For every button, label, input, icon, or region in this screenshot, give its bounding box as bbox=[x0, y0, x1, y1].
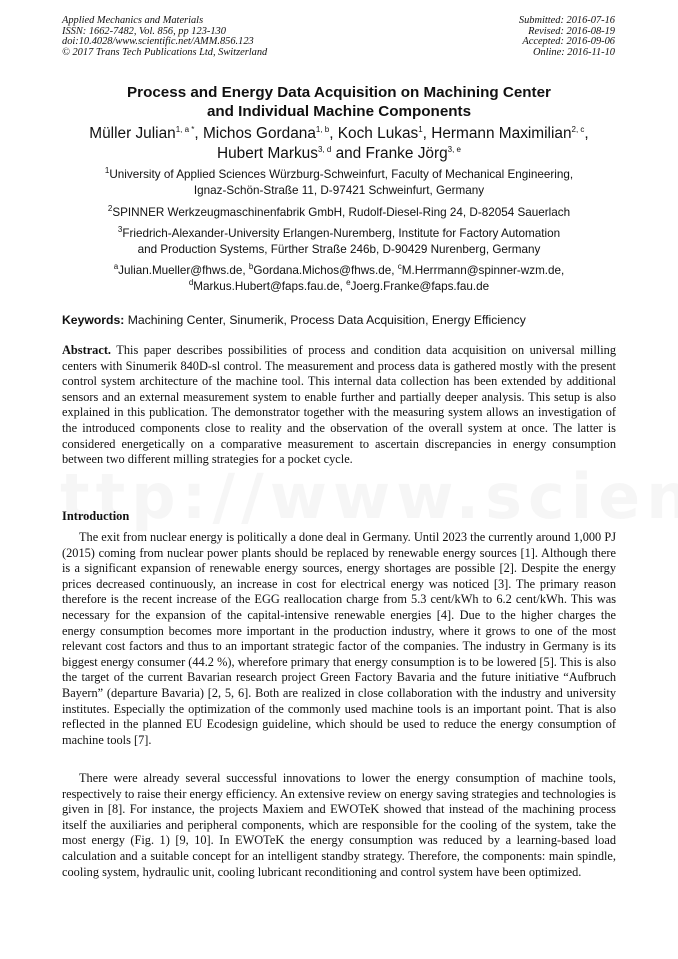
author-sup: 3, d bbox=[317, 144, 332, 154]
affiliation-line bbox=[62, 226, 616, 242]
journal-name: Applied Mechanics and Materials bbox=[62, 15, 204, 26]
author-name: Koch Lukas bbox=[337, 125, 419, 142]
affiliation-line bbox=[62, 167, 616, 183]
email-link[interactable]: Gordana.Michos@fhws.de, bbox=[253, 264, 395, 277]
intro-paragraph-2: There were already several successful innovations to lower the energy consumption of machine tools, respectively to raise their energy efficiency. An extensive review on energy saving strategies and technologies is given in [8]. For instance, the projects Maxiem and EWOTeK showed that instead of the machining process itself the auxiliaries and peripheral components, which are responsible for the cooling of the system, take the most energy (Fig. 1) [9, 10]. In EWOTeK the energy consumption was reduced by a learning-based load calculation and a suitable concept for an intelligent standby strategy. Therefore, the components: main spindle, cooling system, hydraulic unit, cooling lubricant reconditioning and control system have been optimized. bbox=[62, 771, 616, 879]
email-sup: b bbox=[248, 262, 254, 272]
email-sup: a bbox=[113, 262, 119, 272]
doi: doi:10.4028/www.scientific.net/AMM.856.123 bbox=[62, 36, 254, 48]
online-date: Online: 2016-11-10 bbox=[532, 46, 615, 58]
email-link[interactable]: Markus.Hubert@faps.fau.de, bbox=[193, 279, 343, 293]
affiliation-text: University of Applied Sciences Würzburg-Schweinfurt, Faculty of Mechanical Engineering, bbox=[109, 168, 574, 181]
intro-paragraph-1: The exit from nuclear energy is politically a done deal in Germany. Until 2023 the currently around 1,000 PJ (2015) coming from nuclear power plants should be replaced by renewable energy sources [1]. Although there is a significant expansion of renewable energy sources, energy shortages are possible [2]. Despite the energy prices decreased continuously, an increase in cost for electrical energy was noticed [3]. The primary reason therefore is the recent increase of the EGG reallocation charge from 5.3 cent/kWh to 6.2 cent/kWh. This was necessary for the expansion of the capital-intensive renewable energies [4]. Due to the higher charges the energy consumption becomes more important in the production industry, where it grows to one of the most relevant cost factors and thus to an important strategic factor of the companies. The industry in Germany is its biggest energy consumer (44.2 %), wherefore primary that energy consumption is to be lowered [5]. This is also the target of the current Bavarian research project Green Factory Bavaria and the future initiative “Aufbruch Bayern” (departure Bavaria) [2, 5, 6]. Both are realized in close collaboration with the industry and university institutes. Especially the optimization of the commonly used machine tools is an important point. That is also reflected in the planned EU Ecodesign guideline, which should be used to reduce the energy consumption of machine tools [7]. bbox=[62, 530, 616, 747]
keywords-text: Machining Center, Sinumerik, Process Data Acquisition, Energy Efficiency bbox=[127, 313, 526, 327]
author-name: Hubert Markus bbox=[217, 145, 318, 162]
email-line-2 bbox=[62, 279, 616, 295]
author-name: Hermann Maximilian bbox=[431, 125, 572, 142]
affiliation-3 bbox=[62, 226, 616, 257]
author-sup: 2, c bbox=[571, 124, 585, 134]
journal-header-left bbox=[62, 16, 267, 58]
author-name: Michos Gordana bbox=[202, 125, 316, 142]
keywords bbox=[62, 313, 616, 328]
email-link[interactable]: Joerg.Franke@faps.fau.de bbox=[350, 279, 490, 293]
affiliation-text: Friedrich-Alexander-University Erlangen-Nuremberg, Institute for Factory Automation bbox=[122, 227, 561, 240]
email-sup: e bbox=[346, 277, 351, 287]
affiliation-line: Ignaz-Schön-Straße 11, D-97421 Schweinfurt, Germany bbox=[193, 183, 485, 197]
email-link[interactable]: Julian.Mueller@fhws.de, bbox=[118, 264, 246, 277]
journal-header-right bbox=[519, 16, 615, 58]
email-link[interactable]: M.Herrmann@spinner-wzm.de, bbox=[401, 264, 565, 277]
affiliation-1 bbox=[62, 167, 616, 198]
title-line-2: and Individual Machine Components bbox=[206, 103, 472, 120]
abstract bbox=[62, 343, 616, 468]
author-sup: 3, e bbox=[447, 144, 461, 154]
affiliation-2 bbox=[62, 205, 616, 221]
author-line-2 bbox=[62, 144, 616, 164]
title-line-1: Process and Energy Data Acquisition on Machining Center bbox=[127, 84, 551, 101]
email-sup: c bbox=[397, 262, 402, 272]
keywords-label: Keywords: bbox=[62, 313, 125, 327]
affiliation-sup: 3 bbox=[117, 225, 123, 235]
email-sup: d bbox=[188, 277, 194, 287]
email-line-1 bbox=[62, 263, 616, 279]
author-sup: 1 bbox=[418, 124, 423, 134]
author-line-1: Müller Julian$^{1, a *}$, Michos Gordana$^{1, b}$, Koch Lukas$^1$, Hermann Maximilian$^{2, c}$, bbox=[89, 124, 589, 142]
email-list bbox=[62, 263, 616, 294]
abstract-label: Abstract. bbox=[62, 343, 112, 357]
affiliation-sup: 1 bbox=[104, 166, 110, 176]
affiliation-line bbox=[62, 205, 616, 221]
watermark bbox=[60, 460, 620, 533]
author-name: Franke Jörg bbox=[365, 145, 448, 162]
author-sup: 1, a * bbox=[175, 124, 195, 134]
revised-date: Revised: 2016-08-19 bbox=[528, 25, 615, 37]
affiliation-line: and Production Systems, Fürther Straße 246b, D-90429 Nurenberg, Germany bbox=[137, 242, 541, 256]
issn: ISSN: 1662-7482, Vol. 856, pp 123-130 bbox=[62, 25, 226, 37]
author-and: and bbox=[335, 145, 362, 162]
accepted-date: Accepted: 2016-09-06 bbox=[522, 36, 615, 48]
author-sup: 1, b bbox=[315, 124, 330, 134]
copyright: © 2017 Trans Tech Publications Ltd, Switzerland bbox=[62, 46, 268, 58]
section-heading-introduction: Introduction bbox=[62, 509, 130, 523]
author-list bbox=[62, 124, 616, 164]
submitted-date: Submitted: 2016-07-16 bbox=[518, 15, 615, 26]
abstract-text: This paper describes possibilities of process and condition data acquisition on universal milling centers with Sinumerik 840D-sl control. The measurement and process data is gathered mostly with the present control system architecture of the machine tool. This internal data collection has been extended by additional sensors and an external measurement system to enable further and partially deeper analysis. This setup is also explained in this publication. The demonstrator together with the measuring system allows an investigation of the introduced components close to reality and the observation of the overall system at once. The latter is considered energetically on a comparative measurement to ascertain discrepancies in energy consumption between two different milling strategies for a pocket cycle. bbox=[62, 343, 616, 467]
paper-title bbox=[62, 83, 616, 121]
affiliation-text: SPINNER Werkzeugmaschinenfabrik GmbH, Rudolf-Diesel-Ring 24, D-82054 Sauerlach bbox=[112, 206, 571, 219]
author-name: Müller Julian bbox=[89, 125, 176, 142]
affiliation-sup: 2 bbox=[107, 204, 113, 214]
